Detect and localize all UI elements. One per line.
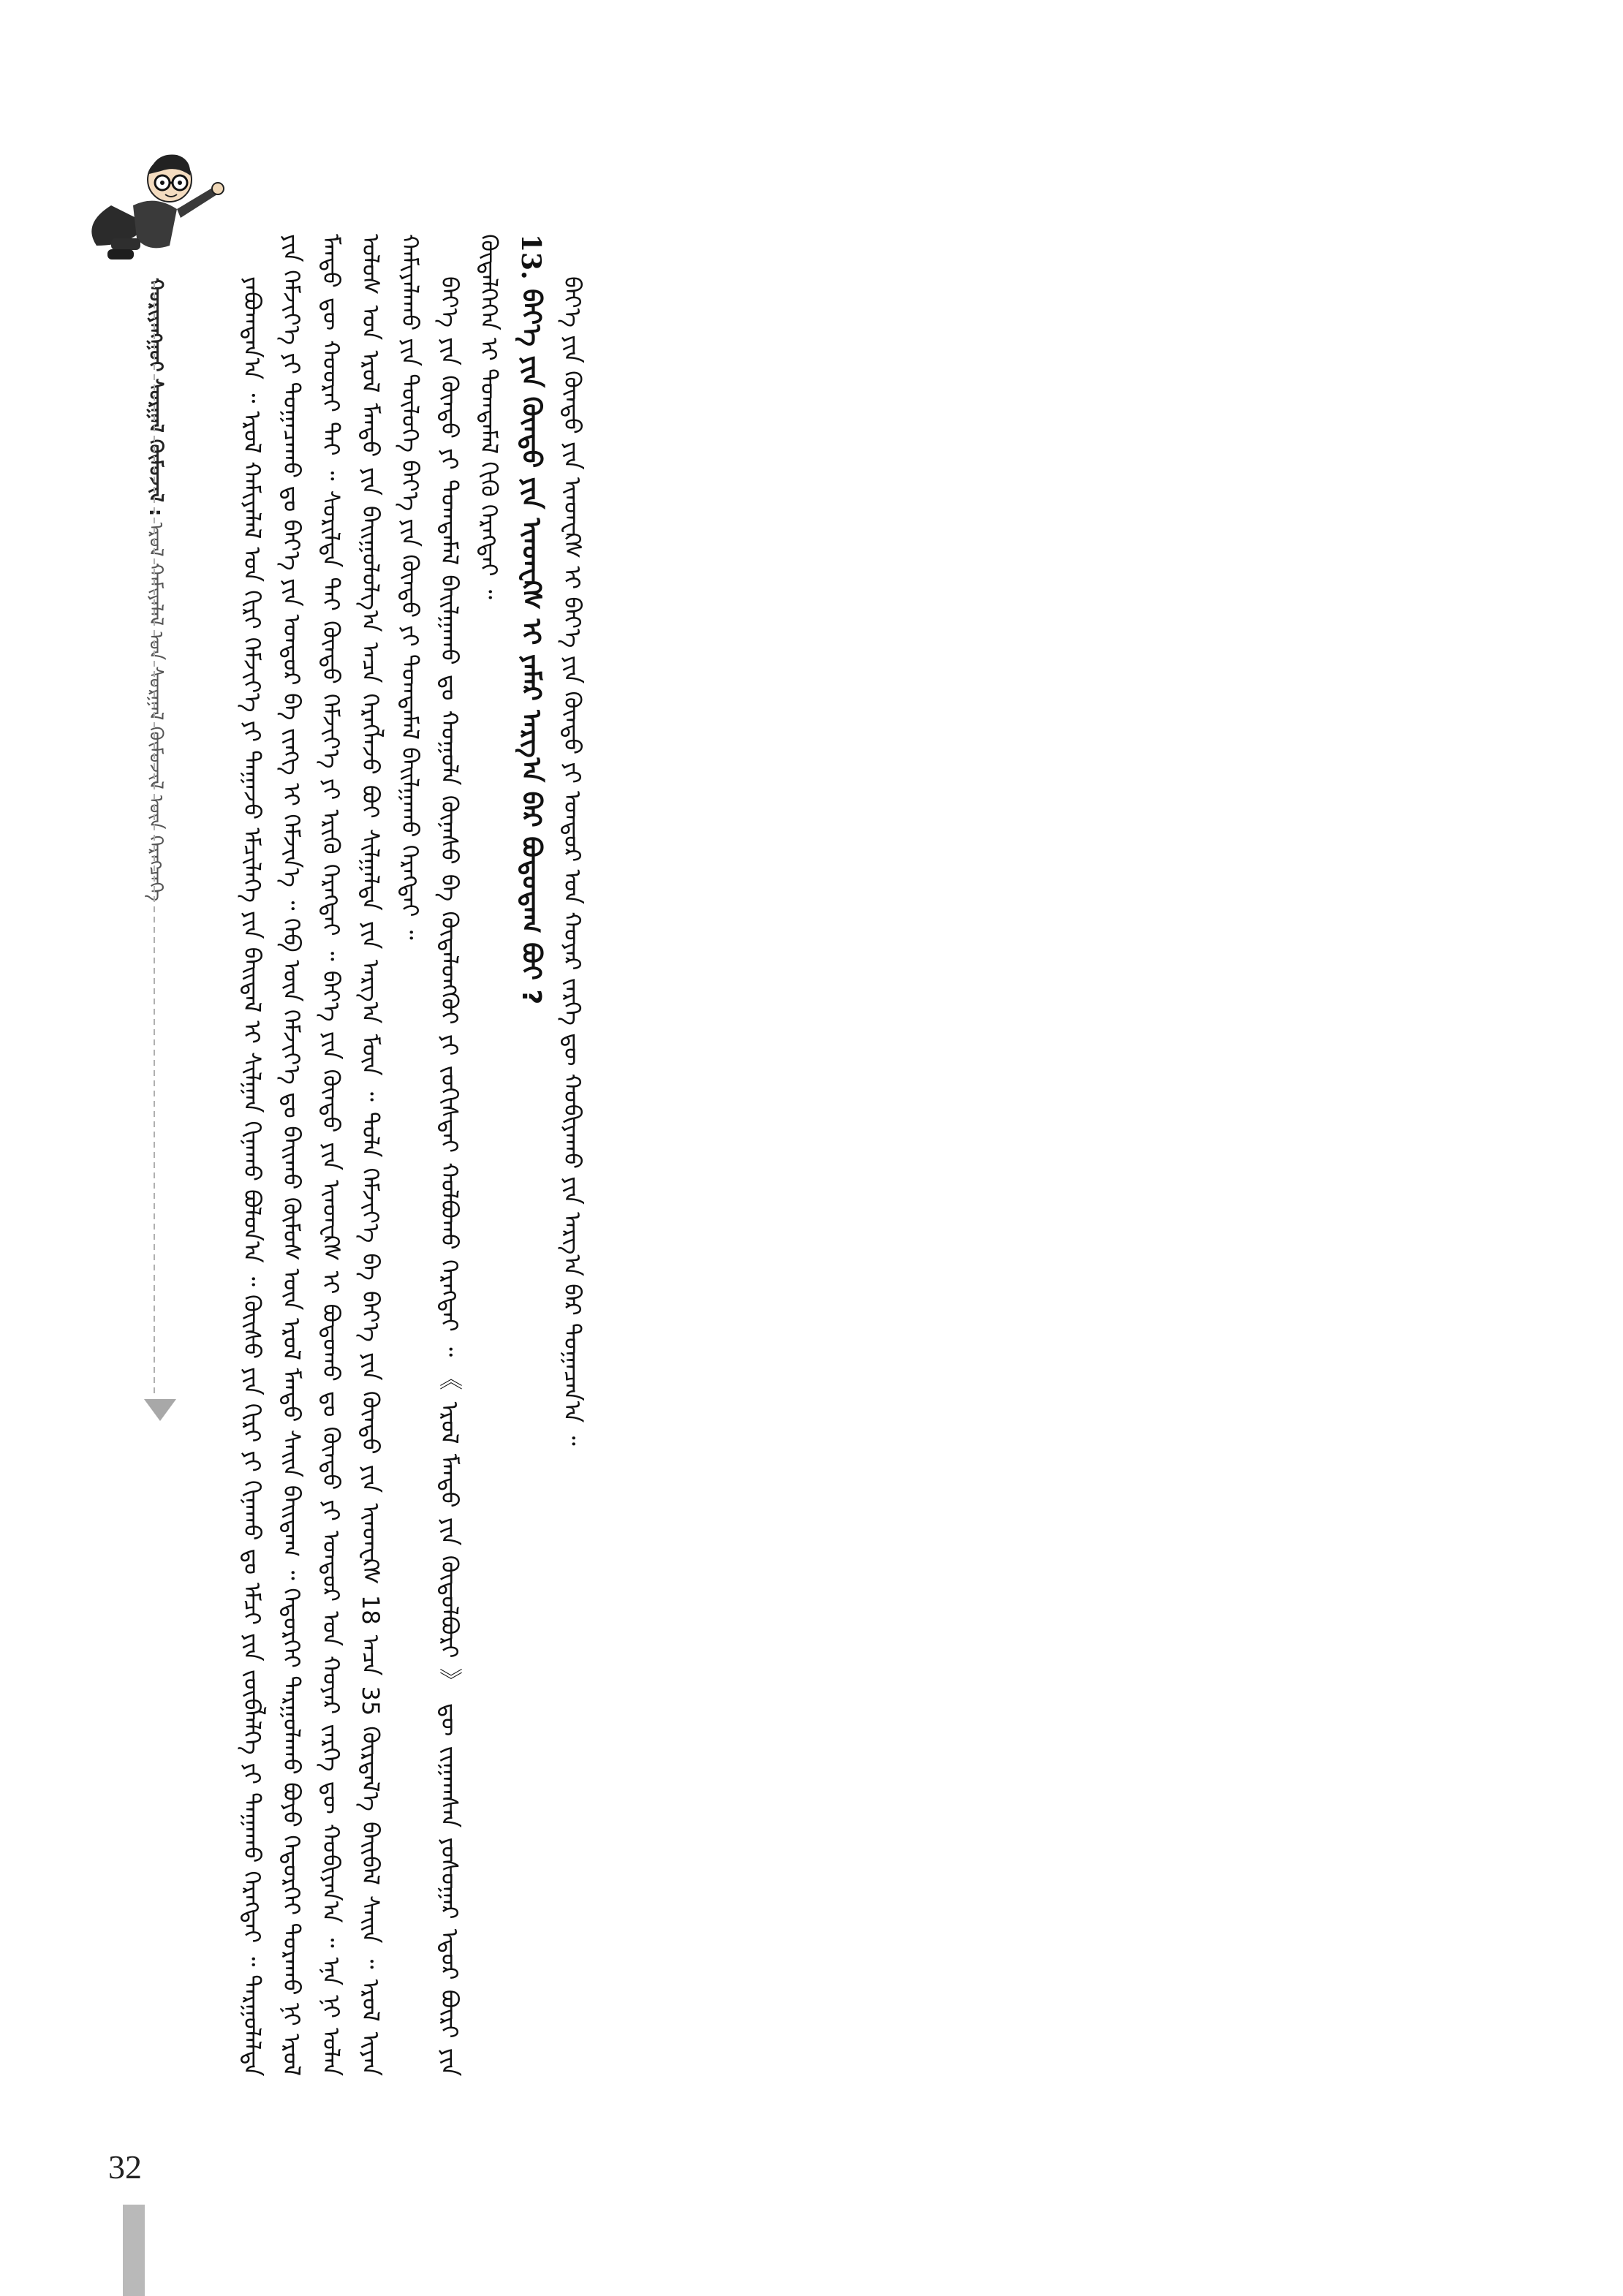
running-header-text: ᠡᠷᠦᠯ ᠬᠠᠮᠢᠶᠠᠯᠠᠯ ᠤᠨ ᠰᠤᠷᠭᠠᠯ ᠬᠦᠮᠦᠵᠢᠯ ᠦᠨ ᠬᠡᠷᠡᠭᠴᠡᠭᠡ (145, 522, 167, 902)
question-text: ᠪᠡᠶ᠎ᠡ ᠶᠢᠨ ᠬᠦᠨᠳᠦ ᠶᠢᠨ ᠢᠨᠳᠸᠺᠰ ᠢ ᠶᠠᠮᠠᠷ ᠠᠷᠭ᠎ᠠ ᠪᠠᠷ ᠪᠣᠳᠣᠳᠠᠭ ᠪᠤᠢ ? (516, 289, 546, 1005)
dashed-guide-line (143, 282, 165, 1408)
down-triangle-icon (144, 1399, 176, 1421)
page-side-tab (123, 2205, 145, 2296)
paragraph-3: ᠪᠡᠶ᠎ᠡ ᠶᠢᠨ ᠬᠦᠨᠳᠦ ᠶᠢᠨ ᠢᠨᠳᠸᠺᠰ ᠢ ᠪᠡᠶ᠎ᠡ ᠶᠢᠨ ᠬᠦᠨᠳᠦ ᠶᠢ ᠤᠨᠳᠤᠷ ᠤᠨ ᠬᠣᠶᠠᠷ ᠵᠡᠷᠭᠡ ᠳᠦ ᠬᠤᠪᠢᠶᠠᠬᠤ ᠶᠢᠨ ᠠᠷᠭ᠎ᠠ ᠪᠠᠷ ᠲᠣᠭᠠᠴᠠᠨ᠎ᠠ ᠃ (559, 276, 586, 1446)
running-header-label: ᠬᠤᠷᠢᠶᠠᠩᠭᠤᠢ ᠰᠤᠷᠭᠠᠯ ᠬᠦᠮᠦᠵᠢᠯ : (145, 278, 167, 517)
paragraph-1: ᠶᠠᠪᠤᠭᠳᠠᠨ᠎ᠠ ᠃ ᠡᠷᠦᠯ ᠬᠠᠮᠢᠶᠠᠯᠠᠯ ᠤᠨ ᠬᠢᠷᠢ ᠬᠡᠮᠵᠢᠶ᠎ᠡ ᠶᠢ ᠳᠠᠭᠠᠵᠤ ᠡᠮᠴᠢᠯᠡᠭᠡ ᠶᠢᠨ ᠪᠠᠢᠳᠠᠯ ᠢ ᠰᠢᠯᠭᠠᠨ ᠬᠢᠨᠠᠬᠤ ᠪᠤᠯᠤᠨ᠎ᠠ ᠃ ᠬᠦᠢᠰᠦ ᠶᠢᠨ ᠬᠢᠷᠢ ᠶᠢ ᠬᠢᠨᠠᠬᠤ ᠳᠤ ᠡᠮᠴᠢ ᠶᠢᠨ ᠵᠦᠪᠯᠡᠯᠭᠡ ᠶᠢ ᠳᠠᠭᠠᠬᠤ ᠬᠡᠷᠡᠭᠲᠡᠢ ᠃ ᠲᠠᠷᠭᠤᠯᠠᠯᠲᠠ ᠶᠢᠨ ᠬᠡᠮᠵᠢᠶ᠎ᠡ ᠶᠢ ᠲᠣᠭᠠᠴᠠᠬᠤ ᠳᠤ ᠪᠡᠶ᠎ᠡ ᠶᠢᠨ ᠤᠨᠳᠤᠷ ᠪᠠ ᠵᠢᠩᠭ ᠢ ᠬᠡᠮᠵᠢᠨ᠎ᠡ ᠃ ᠬᠡᠪ ᠦᠨ ᠬᠡᠮᠵᠢᠶ᠎ᠡ ᠳᠤ ᠪᠠᠢᠬᠤ ᠬᠦᠮᠦᠰ ᠦᠨ ᠡᠷᠦᠯ ᠮᠡᠨᠳᠦ ᠰᠠᠢᠨ ᠪᠠᠢᠳᠠᠭ ᠃ ᠬᠡᠲᠦᠷᠬᠡᠢ ᠲᠠᠷᠭᠤᠯᠠᠬᠤ ᠪᠤᠶᠤ ᠬᠡᠲᠦᠷᠬᠡᠢ ᠲᠤᠷᠠᠬᠤ ᠨᠢ ᠡᠷᠦᠯ ᠮᠡᠨᠳᠦ ᠳᠦ ᠬᠣᠣᠷᠠᠢ ᠲᠠᠢ ᠃ ᠰᠣᠷᠢᠯᠲᠠ ᠲᠠᠢ ᠬᠦᠨᠳᠦ ᠬᠡᠮᠵᠢᠶ᠎ᠡ ᠶᠢ ᠡᠷᠢᠬᠦ ᠬᠡᠷᠡᠭᠲᠡᠢ ᠃ ᠪᠡᠶ᠎ᠡ ᠶᠢᠨ ᠬᠦᠨᠳᠦ ᠶᠢᠨ ᠢᠨᠳᠸᠺᠰ ᠢ ᠪᠣᠳᠣᠬᠤ ᠳᠤ ᠬᠦᠨᠳᠦ ᠶᠢ ᠤᠨᠳᠤᠷ ᠤᠨ ᠬᠣᠶᠠᠷ ᠵᠡᠷᠭᠡ ᠳᠦ ᠬᠤᠪᠢᠶᠠᠨ᠎ᠠ ᠃ ᠡᠨᠡ ᠨᠢ ᠣᠯᠠᠨ ᠤᠯᠤᠰ ᠤᠨ ᠡᠷᠦᠯ ᠮᠡᠨᠳᠦ ᠶᠢᠨ ᠪᠠᠢᠭᠤᠯᠤᠯᠭ᠎ᠠ ᠠᠴᠠ ᠬᠡᠷᠡᠭᠯᠡᠵᠦ ᠪᠤᠢ ᠰᠢᠯᠭᠠᠯᠲᠠ ᠶᠢᠨ ᠠᠷᠭ᠎ᠠ ᠮᠥᠨ ᠃ ᠲᠣᠯᠠ ᠬᠡᠮᠵᠢᠶ᠎ᠡ ᠪᠠ ᠪᠡᠶ᠎ᠡ ᠶᠢᠨ ᠬᠦᠨᠳᠦ ᠶᠢᠨ ᠢᠨᠳᠸᠺᠰ 18 ᠠᠴᠠ 35 ᠬᠦᠷᠲᠡᠯ᠎ᠡ ᠪᠠᠢᠪᠠᠯ ᠰᠠᠢᠨ ᠃ ᠡᠷᠦᠯ ᠢᠶᠡᠨ ᠬᠠᠮᠢᠶᠠᠯᠠᠬᠤ ᠶᠢᠨ ᠲᠥᠯᠥᠭᠡ ᠪᠡᠶ᠎ᠡ ᠶᠢᠨ ᠬᠦᠨᠳᠦ ᠶᠢ ᠲᠣᠭᠲᠠᠮᠠᠯ ᠪᠠᠢᠯᠭᠠᠬᠤ ᠬᠡᠷᠡᠭᠲᠡᠢ ᠃ (238, 234, 424, 2076)
question-number: 13. (515, 234, 546, 280)
body-text (232, 234, 1271, 2076)
paragraph-2: ᠪᠡᠶ᠎ᠡ ᠶᠢᠨ ᠬᠦᠨᠳᠦ ᠶᠢ ᠲᠣᠭᠲᠠᠮᠠᠯ ᠪᠠᠢᠯᠭᠠᠬᠤ ᠳᠤ ᠬᠣᠭᠤᠯᠠ ᠬᠦᠨᠡᠰᠦ ᠪᠠ ᠬᠥᠳᠡᠯᠦᠩᠭᠦᠢ ᠶᠢ ᠵᠣᠬᠢᠰᠲᠠᠢ ᠬᠣᠯᠪᠣᠬᠤ ᠬᠡᠷᠡᠭᠲᠡᠢ ᠃ 《 ᠡᠷᠦᠯ ᠮᠡᠨᠳᠦ ᠶᠢᠨ ᠬᠥᠲᠥᠯᠪᠦᠷᠢ 》 ᠳᠦ ᠵᠢᠭᠠᠭᠰᠠᠨ ᠶᠣᠰᠣᠭᠠᠷ ᠡᠳᠦᠷ ᠪᠦᠷᠢ ᠶᠢᠨ ᠬᠥᠳᠡᠯᠭᠡᠭᠡᠨ ᠢ ᠲᠣᠭᠲᠠᠮᠠᠯ ᠬᠢᠬᠦ ᠬᠡᠷᠡᠭᠲᠡᠢ ᠃ (436, 234, 503, 2076)
page-number: 32 (108, 2148, 142, 2186)
mascot-illustration (67, 136, 228, 282)
question-heading (509, 234, 553, 2076)
